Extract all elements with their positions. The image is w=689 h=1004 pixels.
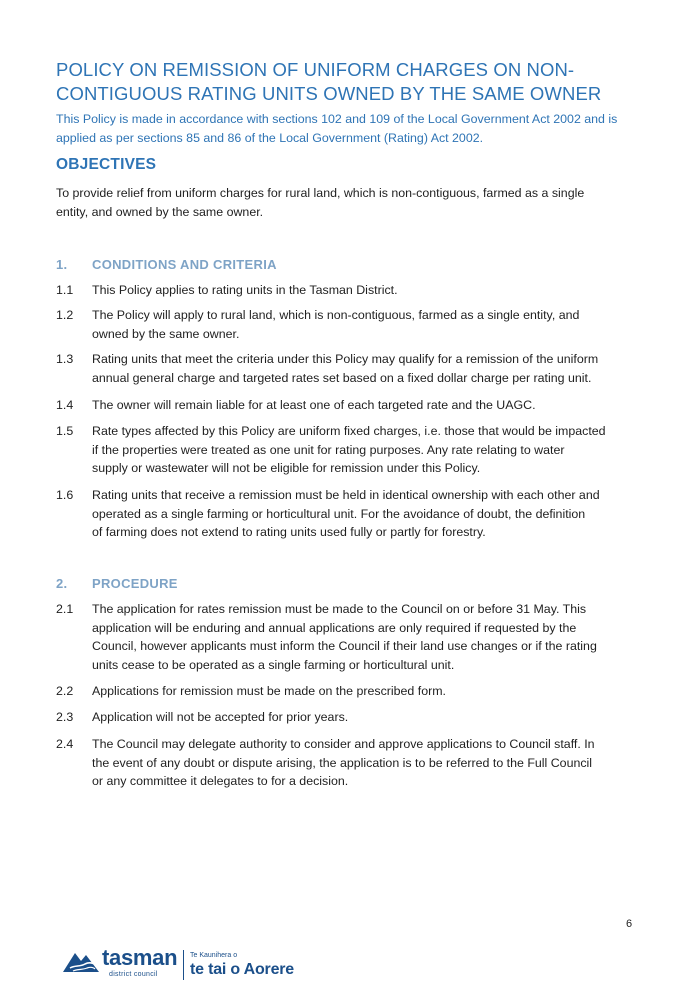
item-line: Council, however applicants must inform the Council if their land use changes or if the rating: [92, 639, 597, 654]
objectives-line-2: entity, and owned by the same owner.: [56, 205, 264, 219]
item-line: Rating units that meet the criteria under this Policy may qualify for a remission of the uniform: [92, 352, 599, 366]
objectives-text: [56, 184, 646, 222]
item-line: or any committee it delegates to for a decision.: [92, 774, 349, 789]
council-logo: [62, 944, 322, 984]
item-number: 1.6: [56, 488, 74, 502]
item-number: 2.3: [56, 710, 74, 724]
policy-title-line-2: CONTIGUOUS RATING UNITS OWNED BY THE SAME OWNER: [56, 83, 602, 104]
item-number: 2.2: [56, 684, 74, 698]
item-line: Applications for remission must be made on the prescribed form.: [92, 684, 446, 698]
page-number: 6: [626, 918, 633, 930]
item-line: Application will not be accepted for prior years.: [92, 710, 349, 724]
policy-intro-line-1: This Policy is made in accordance with sections 102 and 109 of the Local Government Act 2002 and is: [56, 112, 618, 126]
item-text: [92, 396, 652, 415]
item-line: owned by the same owner.: [92, 326, 240, 341]
item-text: [92, 682, 652, 701]
logo-divider: [183, 950, 184, 980]
item-text: [92, 350, 652, 387]
item-text: [92, 735, 652, 791]
item-line: the event of any doubt or dispute arising, the application is to be referred to the Full Council: [92, 755, 593, 770]
section-title: PROCEDURE: [92, 576, 178, 591]
policy-title: [56, 58, 656, 106]
item-number: 1.2: [56, 308, 74, 322]
item-text: [92, 306, 652, 343]
item-text: [92, 486, 652, 542]
section-heading-procedure: [56, 576, 178, 591]
item-line: application will be enduring and annual applications are only required if requested by the: [92, 620, 577, 635]
item-line: supply or wastewater will not be eligible for remission under this Policy.: [92, 461, 481, 476]
item-line: of farming does not extend to rating units used fully or partly for forestry.: [92, 525, 486, 540]
item-line: Rating units that receive a remission must be held in identical ownership with each other and: [92, 488, 600, 502]
item-text: [92, 281, 652, 300]
item-number: 1.3: [56, 352, 74, 366]
item-line: units cease to be operated as a single farming or horticultural unit.: [92, 657, 455, 672]
item-line: annual general charge and targeted rates set based on a fixed dollar charge per rating unit.: [92, 370, 592, 385]
policy-intro: [56, 110, 646, 148]
logo-maori-small-text: Te Kaunihera o: [190, 952, 238, 959]
policy-title-line-1: POLICY ON REMISSION OF UNIFORM CHARGES ON NON-: [56, 59, 575, 80]
item-line: if the properties were treated as one unit for rating purposes. Any rate relating to water: [92, 442, 565, 457]
item-line: The application for rates remission must be made to the Council on or before 31 May. This: [92, 602, 587, 616]
logo-wordmark: tasman: [102, 945, 178, 970]
section-heading-conditions: [56, 257, 277, 272]
section-number: 2.: [56, 576, 68, 591]
item-text: [92, 422, 652, 478]
item-line: operated as a single farming or horticultural unit. For the avoidance of doubt, the definition: [92, 506, 586, 521]
item-number: 1.1: [56, 283, 74, 297]
item-line: The Council may delegate authority to consider and approve applications to Council staff. In: [92, 737, 595, 751]
section-title: CONDITIONS AND CRITERIA: [92, 257, 277, 272]
item-line: The owner will remain liable for at least one of each targeted rate and the UAGC.: [92, 398, 536, 412]
item-number: 2.1: [56, 602, 74, 616]
logo-maori-wordmark: te tai o Aorere: [190, 961, 294, 978]
objectives-line-1: To provide relief from uniform charges for rural land, which is non-contiguous, farmed as a single: [56, 186, 585, 200]
objectives-heading: OBJECTIVES: [56, 156, 157, 173]
item-number: 1.4: [56, 398, 74, 412]
item-line: Rate types affected by this Policy are uniform fixed charges, i.e. those that would be impacted: [92, 424, 606, 438]
section-number: 1.: [56, 257, 68, 272]
item-number: 2.4: [56, 737, 74, 751]
item-line: The Policy will apply to rural land, which is non-contiguous, farmed as a single entity, and: [92, 308, 580, 322]
item-line: This Policy applies to rating units in the Tasman District.: [92, 283, 398, 297]
mountain-logo-icon: [62, 948, 100, 974]
logo-subtitle: district council: [109, 971, 158, 978]
item-number: 1.5: [56, 424, 74, 438]
policy-intro-line-2: applied as per sections 85 and 86 of the Local Government (Rating) Act 2002.: [56, 131, 484, 145]
item-text: [92, 600, 652, 674]
item-text: [92, 708, 652, 727]
